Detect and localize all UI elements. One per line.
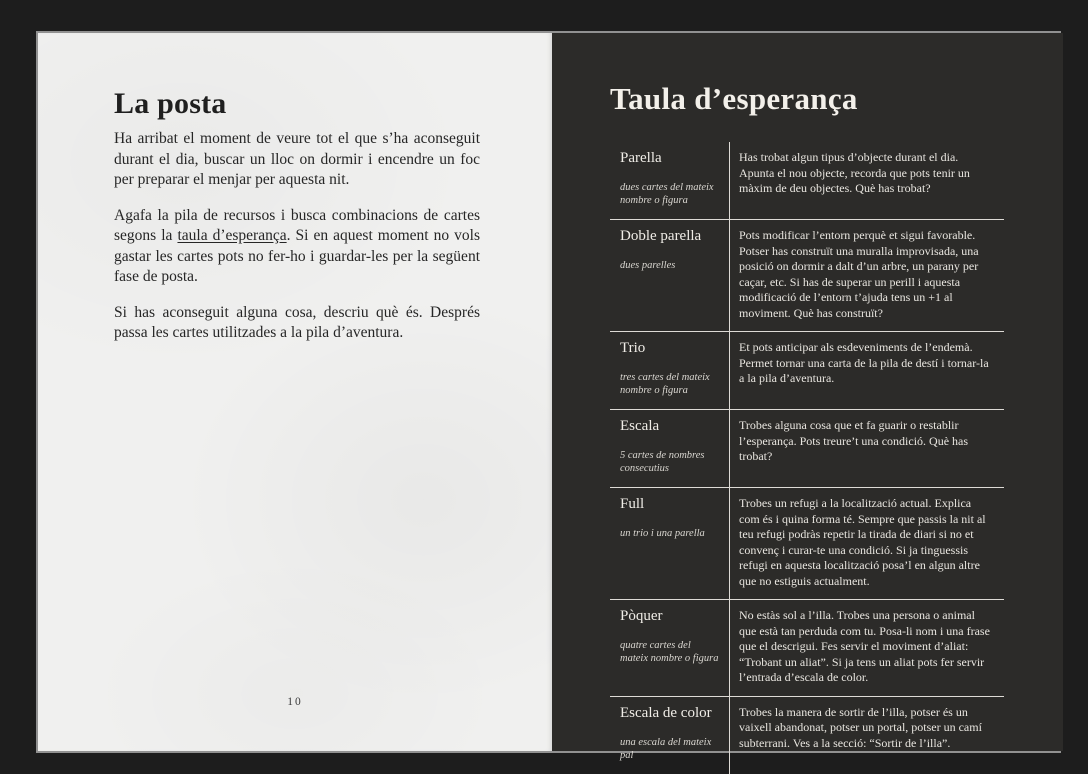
book-spread [36,31,1061,761]
hand-name-cell [610,142,730,219]
table-row-poquer [610,600,1004,697]
table-row-doble-parella [610,220,1004,332]
left-page [38,33,552,751]
hand-description: Trobes la manera de sortir de l’illa, potser és un vaixell abandonat, potser un portal, potser un camí subterrani. Ves a la secció: “Sortir de l’illa”. [739,704,982,750]
paragraph [114,206,480,288]
hand-requirement: una escala del mateix pal [620,736,712,761]
hand-name: Full [620,496,645,512]
hand-name: Doble parella [620,228,702,244]
hand-description: Trobes un refugi a la localització actual. Explica com és i quina forma té. Sempre que passis la nit al teu refugi podràs repetir la tirada de diari si no et convenç i curar-te una condició. Si ja tinguessis refugi en aquesta localització posa’l en algun altre que no estiguis actualment. [739,496,986,588]
hand-requirement: quatre cartes del mateix nombre o figura [620,640,719,664]
hand-name: Escala de color [620,704,712,721]
hand-name-cell [610,600,730,696]
hand-name-cell [610,488,730,599]
hand-description: Et pots anticipar als esdeveniments de l’endemà. Permet tornar una carta de la pila de destí i tornar-la a la pila d’aventura. [739,340,989,385]
table-row-full [610,488,1004,600]
right-page-title: Taula d’esperança [610,81,858,116]
table-row-escala-de-color [610,697,1004,774]
hand-name-cell [610,410,730,487]
left-page-title: La posta [114,87,227,120]
hand-requirement: un trio i una parella [620,528,705,539]
table-row-trio [610,332,1004,410]
hand-requirement: dues parelles [620,260,676,271]
hand-description: No estàs sol a l’illa. Trobes una persona o animal que està tan perduda com tu. Posa-li nom i una frase que el descrigui. Fes servir el moviment d’aliat: “Trobant un aliat”. Si ja tens un aliat pots fer servir l’entrada d’escala de color. [739,608,990,684]
hand-name-cell [610,332,730,409]
hand-name: Parella [620,150,662,166]
paragraph: Si has aconseguit alguna cosa, descriu què és. Després passa les cartes utilitzades a la pila d’aventura. [114,303,480,341]
hand-description: Pots modificar l’entorn perquè et sigui favorable. Potser has construït una muralla improvisada, una posició on dormir a dalt d’un arbre, un parany per caçar, etc. Si has de superar un perill i aquesta modificació de l’entorn t’ajuda tens un +1 al moviment. Què has construït? [739,228,979,320]
paragraph: Ha arribat el moment de veure tot el que s’ha aconseguit durant el dia, buscar un lloc on dormir i encendre un foc per preparar el menjar per aquesta nit. [114,130,480,188]
hand-requirement: 5 cartes de nombres consecutius [620,450,705,474]
table-row-parella [610,142,1004,220]
hand-description: Has trobat algun tipus d’objecte durant el dia. Apunta el nou objecte, recorda que pots tenir un màxim de deu objectes. Què has trobat? [739,150,970,195]
hand-name-cell [610,220,730,331]
left-page-body [114,129,480,359]
hand-name: Escala [620,418,660,434]
hand-name-cell [610,697,730,774]
table-row-escala [610,410,1004,488]
esperanca-table-reference-link[interactable]: taula d’esperança [177,227,287,244]
esperanca-table [610,142,1004,774]
page-number: 10 [287,696,303,708]
hand-name: Trio [620,340,646,356]
hand-requirement: dues cartes del mateix nombre o figura [620,182,714,206]
hand-name: Pòquer [620,608,663,624]
hand-description: Trobes alguna cosa que et fa guarir o restablir l’esperança. Pots treure’t una condició. Què has trobat? [739,418,969,463]
paragraph-text: . Si en aquest moment no vols gastar les cartes pots no fer-ho i guardar-les per la següent fase de posta. [114,227,480,285]
paragraph-text: Agafa la pila de recursos i busca combinacions de cartes segons la [114,206,480,244]
right-page [552,33,1063,761]
hand-requirement: tres cartes del mateix nombre o figura [620,372,710,396]
